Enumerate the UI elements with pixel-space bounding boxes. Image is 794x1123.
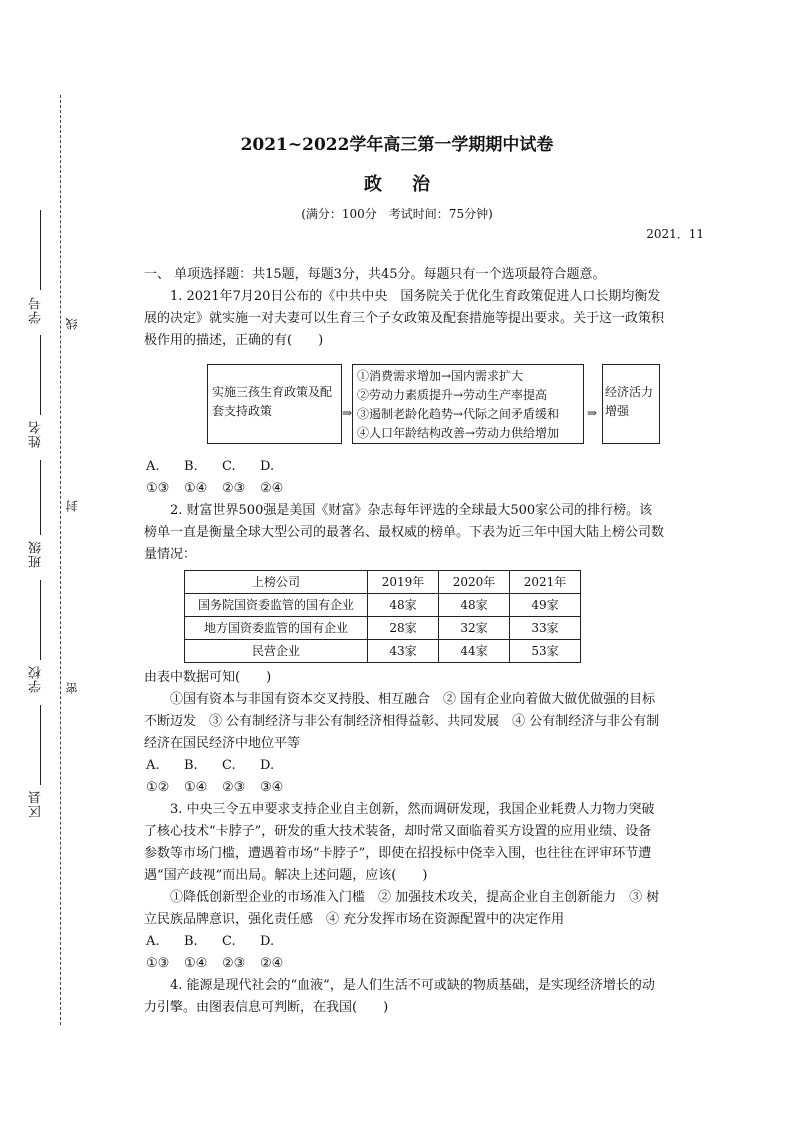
q1-option-c[interactable]: C. ②③ xyxy=(222,459,246,496)
q2-stem: 2. 财富世界500强是美国《财富》杂志每年评选的全球最大500家公司的排行榜。该榜单一直是衡量全球大型公司的最著名、最权威的榜单。下表为近三年中国大陆上榜公司数量情况： xyxy=(144,503,665,562)
school-line xyxy=(40,580,41,660)
q3-options xyxy=(144,931,664,975)
seal-char-seal: 封 xyxy=(65,500,79,512)
table-row xyxy=(185,617,581,640)
table-cell: 民营企业 xyxy=(185,640,368,663)
margin-label-district: 区县 xyxy=(29,790,44,818)
district-line xyxy=(40,705,41,785)
diagram-effect-3: ③遏制老龄化趋势→代际之间矛盾缓和 xyxy=(357,407,560,421)
table-header: 上榜公司 xyxy=(185,571,368,594)
q2-statements: ①国有资本与非国有资本交叉持股、相互融合 ② 国有企业向着做大做优做强的目标不断迈发 ③ 公有制经济与非公有制经济相得益彰、共同发展 ④ 公有制经济与非公有制经济在国民经济中地位平等 xyxy=(144,692,660,751)
q1-stem: 1. 2021年7月20日公布的《中共中央 国务院关于优化生育政策促进人口长期均衡发展的决定》就实施一对夫妻可以生育三个子女政策及配套措施等提出要求。关于这一政策积极作用的描述，正确的有( ) xyxy=(144,289,665,348)
diagram-result-box: 经济活力增强 xyxy=(602,364,660,444)
margin-label-school: 学校 xyxy=(29,665,44,693)
table-header: 2021年 xyxy=(510,571,581,594)
diagram-effect-2: ②劳动力素质提升→劳动生产率提高 xyxy=(357,388,548,402)
diagram-effect-4: ④人口年龄结构改善→劳动力供给增加 xyxy=(357,426,560,440)
q3-option-c[interactable]: C. ②③ xyxy=(222,934,246,971)
q2-option-d[interactable]: D. ③④ xyxy=(260,758,284,795)
q2-option-c[interactable]: C. ②③ xyxy=(222,758,246,795)
seal-char-secret: 密 xyxy=(65,682,79,694)
class-line xyxy=(40,460,41,535)
section-heading: 一、 单项选择题：共15题，每题3分，共45分。每题只有一个选项最符合题意。 xyxy=(144,267,606,282)
diagram-effect-1: ①消费需求增加→国内需求扩大 xyxy=(357,369,524,383)
table-cell: 48家 xyxy=(439,594,510,617)
table-cell: 53家 xyxy=(510,640,581,663)
diagram-arrow-2: ⇒ xyxy=(587,406,598,420)
q1-option-b[interactable]: B. ①④ xyxy=(184,459,208,496)
question-content xyxy=(144,264,664,1019)
q2-table xyxy=(184,570,581,663)
table-header: 2019年 xyxy=(368,571,439,594)
table-header-row xyxy=(185,571,581,594)
q1-diagram xyxy=(144,358,664,450)
table-cell: 28家 xyxy=(368,617,439,640)
table-cell: 43家 xyxy=(368,640,439,663)
q1-options xyxy=(144,456,664,500)
q2-prompt: 由表中数据可知( ) xyxy=(144,670,272,685)
table-header: 2020年 xyxy=(439,571,510,594)
q1-option-d[interactable]: D. ②④ xyxy=(260,459,284,496)
table-cell: 32家 xyxy=(439,617,510,640)
table-cell: 48家 xyxy=(368,594,439,617)
q1-option-a[interactable]: A. ①③ xyxy=(146,459,170,496)
q3-option-a[interactable]: A. ①③ xyxy=(146,934,170,971)
q3-option-b[interactable]: B. ①④ xyxy=(184,934,208,971)
q3-option-d[interactable]: D. ②④ xyxy=(260,934,284,971)
table-cell: 44家 xyxy=(439,640,510,663)
table-cell: 国务院国资委监管的国有企业 xyxy=(185,594,368,617)
table-cell: 地方国资委监管的国有企业 xyxy=(185,617,368,640)
margin-label-student-id: 学号 xyxy=(29,296,44,324)
q2-option-b[interactable]: B. ①④ xyxy=(184,758,208,795)
table-cell: 33家 xyxy=(510,617,581,640)
q2-options xyxy=(144,755,664,799)
seal-char-line: 线 xyxy=(65,318,79,330)
name-line xyxy=(40,335,41,415)
margin-label-class: 班级 xyxy=(29,540,44,568)
q3-stem: 3. 中央三令五申要求支持企业自主创新，然而调研发现，我国企业耗费人力物力突破了核心技术“卡脖子”，研发的重大技术装备，却时常又面临着买方设置的应用业绩、设备参数等市场门槛，遭遇着市场“卡脖子”，即使在招投标中侥幸入围，也往往在评审环节遭遇“国产歧视”而出局。解决上述问题，应该( ) xyxy=(144,802,655,883)
binding-dashed-line xyxy=(60,95,61,1025)
diagram-policy-box: 实施三孩生育政策及配套支持政策 xyxy=(207,364,342,444)
q4-stem: 4. 能源是现代社会的“血液”，是人们生活不可或缺的物质基础，是实现经济增长的动力引擎。由图表信息可判断，在我国( ) xyxy=(144,978,655,1015)
exam-title: 2021~2022学年高三第一学期期中试卷 xyxy=(240,135,554,155)
exam-date: 2021．11 xyxy=(646,227,704,241)
subject-title: 政治 xyxy=(364,174,460,195)
student-id-line xyxy=(40,210,41,290)
diagram-effects-box xyxy=(352,364,584,444)
table-cell: 49家 xyxy=(510,594,581,617)
q3-statements: ①降低创新型企业的市场准入门槛 ② 加强技术攻关，提高企业自主创新能力 ③ 树立民族品牌意识，强化责任感 ④ 充分发挥市场在资源配置中的决定作用 xyxy=(144,890,660,927)
table-row xyxy=(185,594,581,617)
margin-label-name: 姓名 xyxy=(29,420,44,448)
exam-info: (满分：100分 考试时间：75分钟) xyxy=(301,207,493,221)
q2-option-a[interactable]: A. ①② xyxy=(146,758,170,795)
diagram-arrow-1: ⇒ xyxy=(342,406,353,420)
table-row xyxy=(185,640,581,663)
